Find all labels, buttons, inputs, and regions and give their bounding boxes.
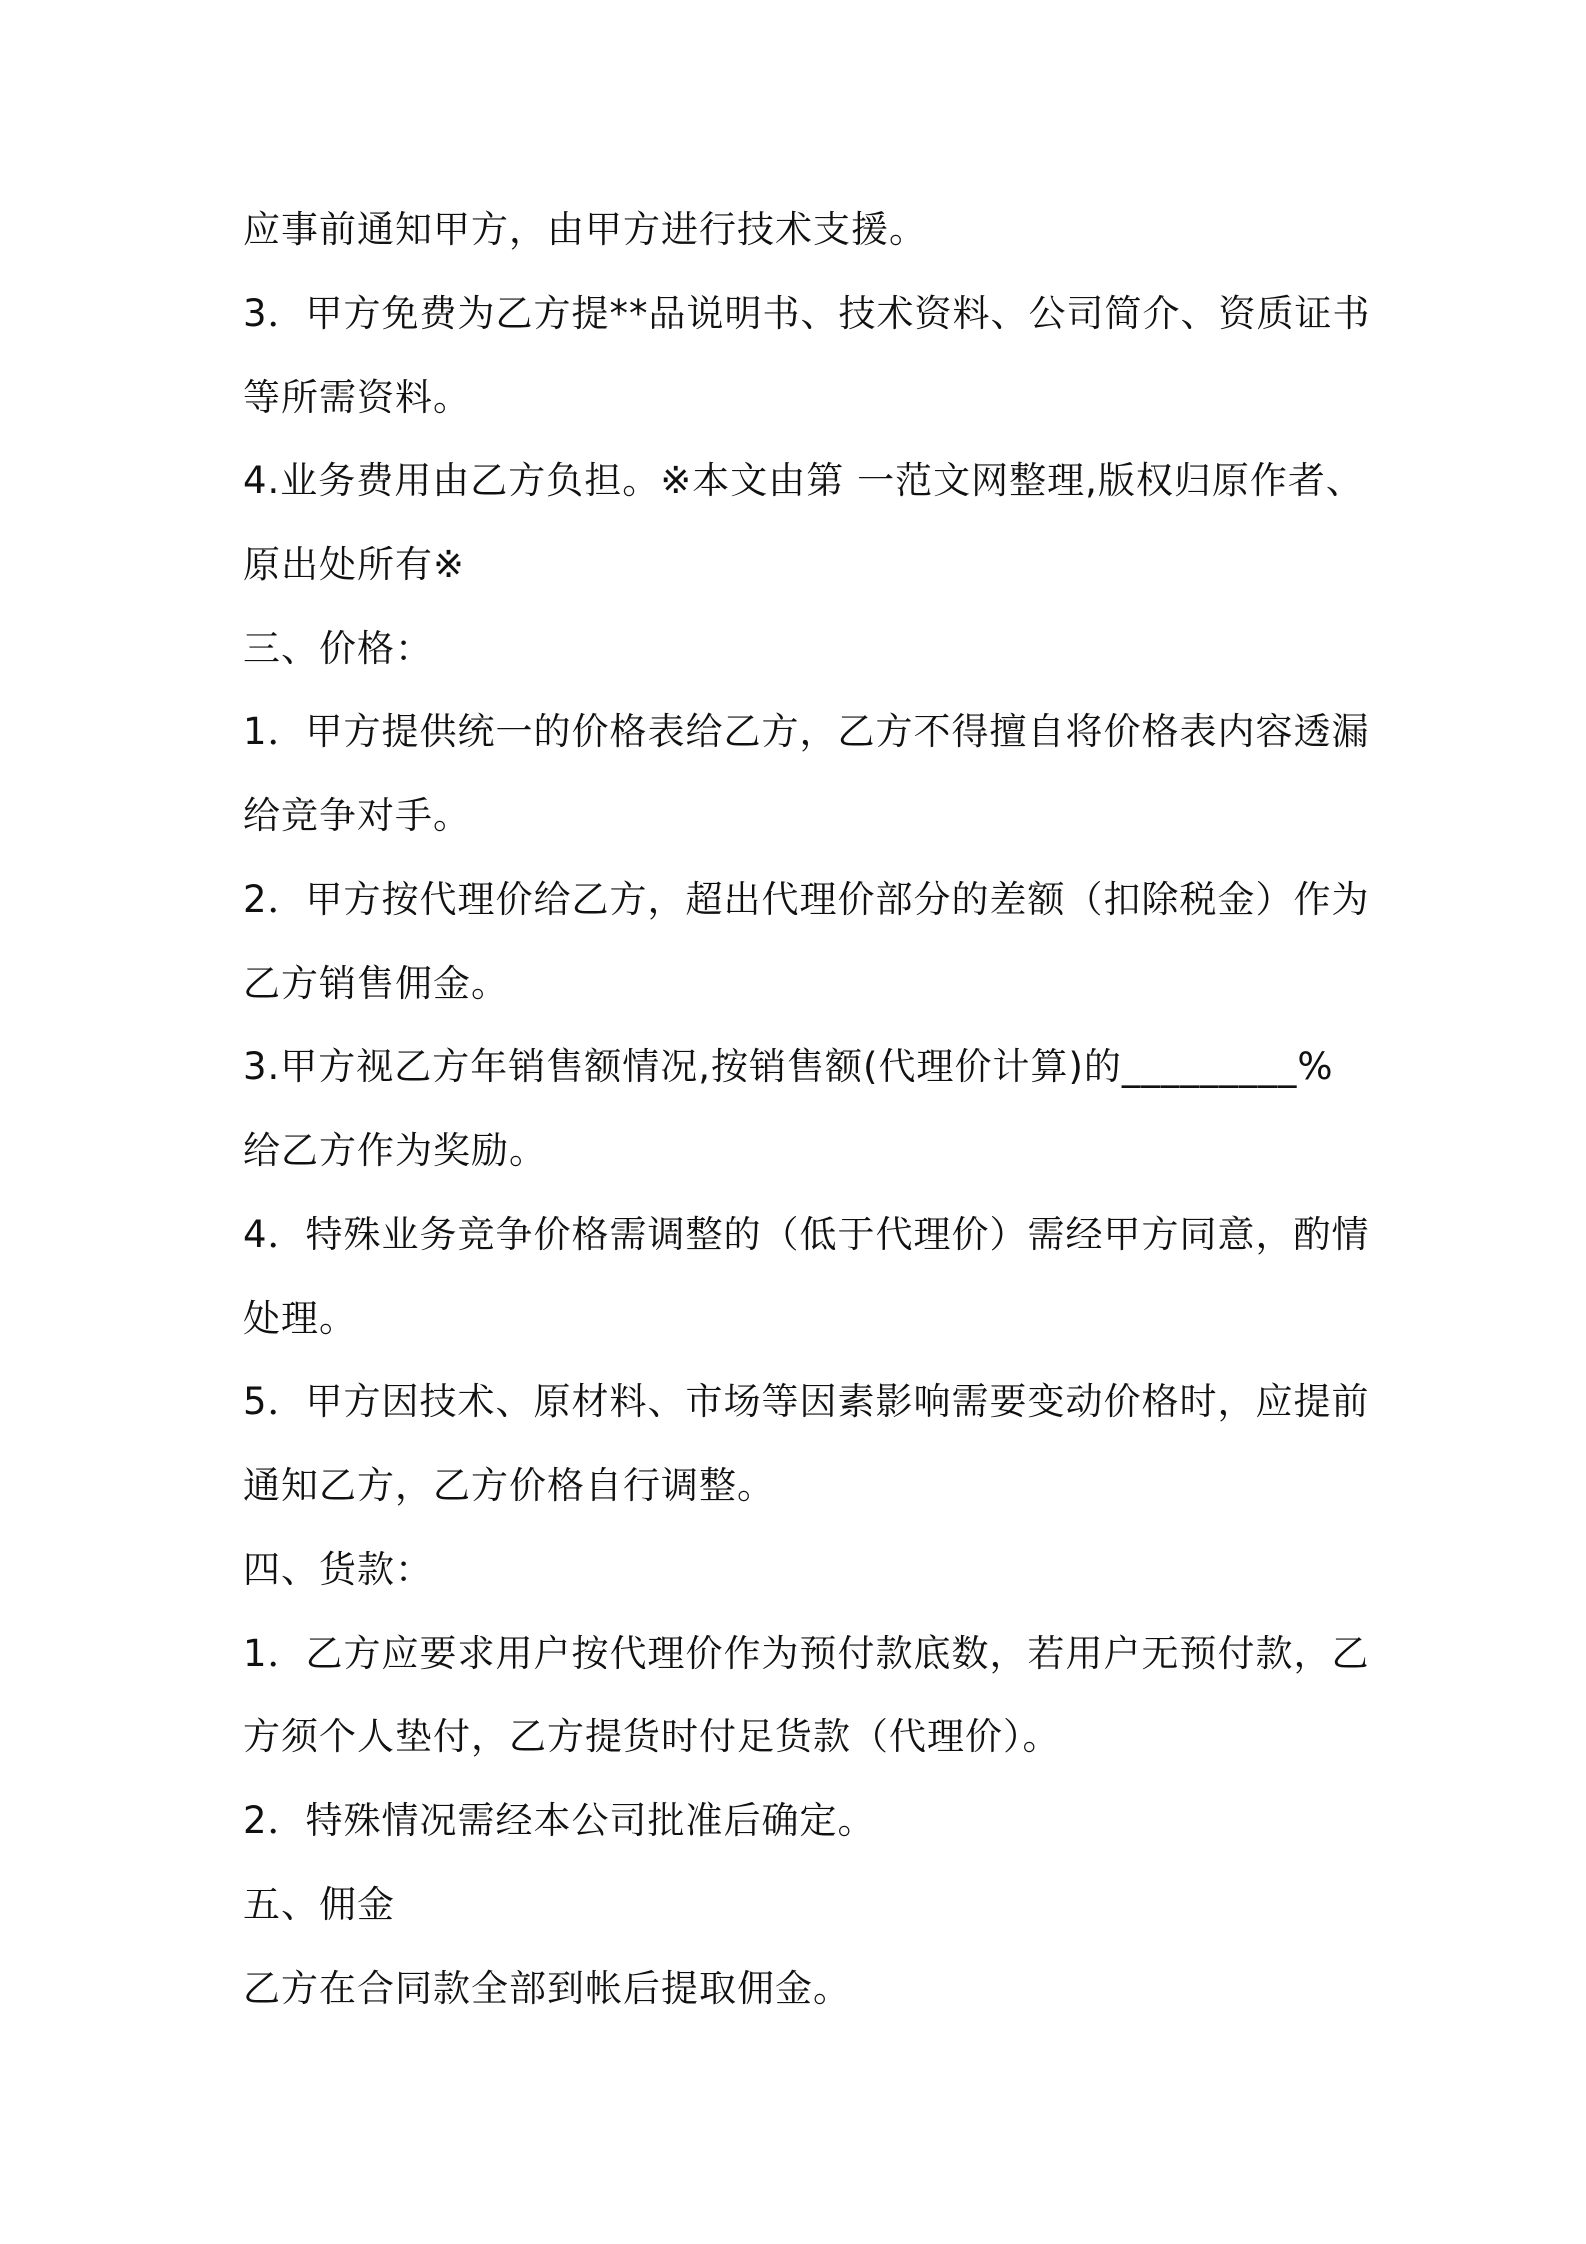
text-line: 应事前通知甲方，由甲方进行技术支援。 xyxy=(243,208,927,251)
text-line: 2．甲方按代理价给乙方，超出代理价部分的差额（扣除税金）作为 xyxy=(243,878,1370,921)
text-line: 3.甲方视乙方年销售额情况,按销售额(代理价计算)的_________% xyxy=(243,1045,1334,1088)
text-line: 3．甲方免费为乙方提**品说明书、技术资料、公司简介、资质证书 xyxy=(243,292,1371,335)
text-line: 等所需资料。 xyxy=(243,376,471,419)
text-line: 2．特殊情况需经本公司批准后确定。 xyxy=(243,1799,876,1842)
text-line: 方须个人垫付，乙方提货时付足货款（代理价）。 xyxy=(243,1715,1061,1758)
text-line: 1．甲方提供统一的价格表给乙方，乙方不得擅自将价格表内容透漏 xyxy=(243,710,1370,753)
section-heading: 四、货款： xyxy=(243,1548,433,1591)
text-line: 4．特殊业务竞争价格需调整的（低于代理价）需经甲方同意，酌情 xyxy=(243,1213,1370,1256)
text-line: 通知乙方，乙方价格自行调整。 xyxy=(243,1464,775,1507)
text-line: 5．甲方因技术、原材料、市场等因素影响需要变动价格时，应提前 xyxy=(243,1380,1370,1423)
text-line: 乙方在合同款全部到帐后提取佣金。 xyxy=(243,1967,851,2010)
section-heading: 五、佣金 xyxy=(243,1883,395,1926)
section-heading: 三、价格： xyxy=(243,627,433,670)
text-line: 1．乙方应要求用户按代理价作为预付款底数，若用户无预付款，乙 xyxy=(243,1632,1370,1675)
text-line: 处理。 xyxy=(243,1297,357,1340)
text-line: 4.业务费用由乙方负担。※本文由第 一范文网整理,版权归原作者、 xyxy=(243,459,1364,502)
text-line: 乙方销售佣金。 xyxy=(243,962,509,1005)
text-line: 给竞争对手。 xyxy=(243,794,471,837)
text-line: 原出处所有※ xyxy=(243,543,466,586)
text-line: 给乙方作为奖励。 xyxy=(243,1129,547,1172)
